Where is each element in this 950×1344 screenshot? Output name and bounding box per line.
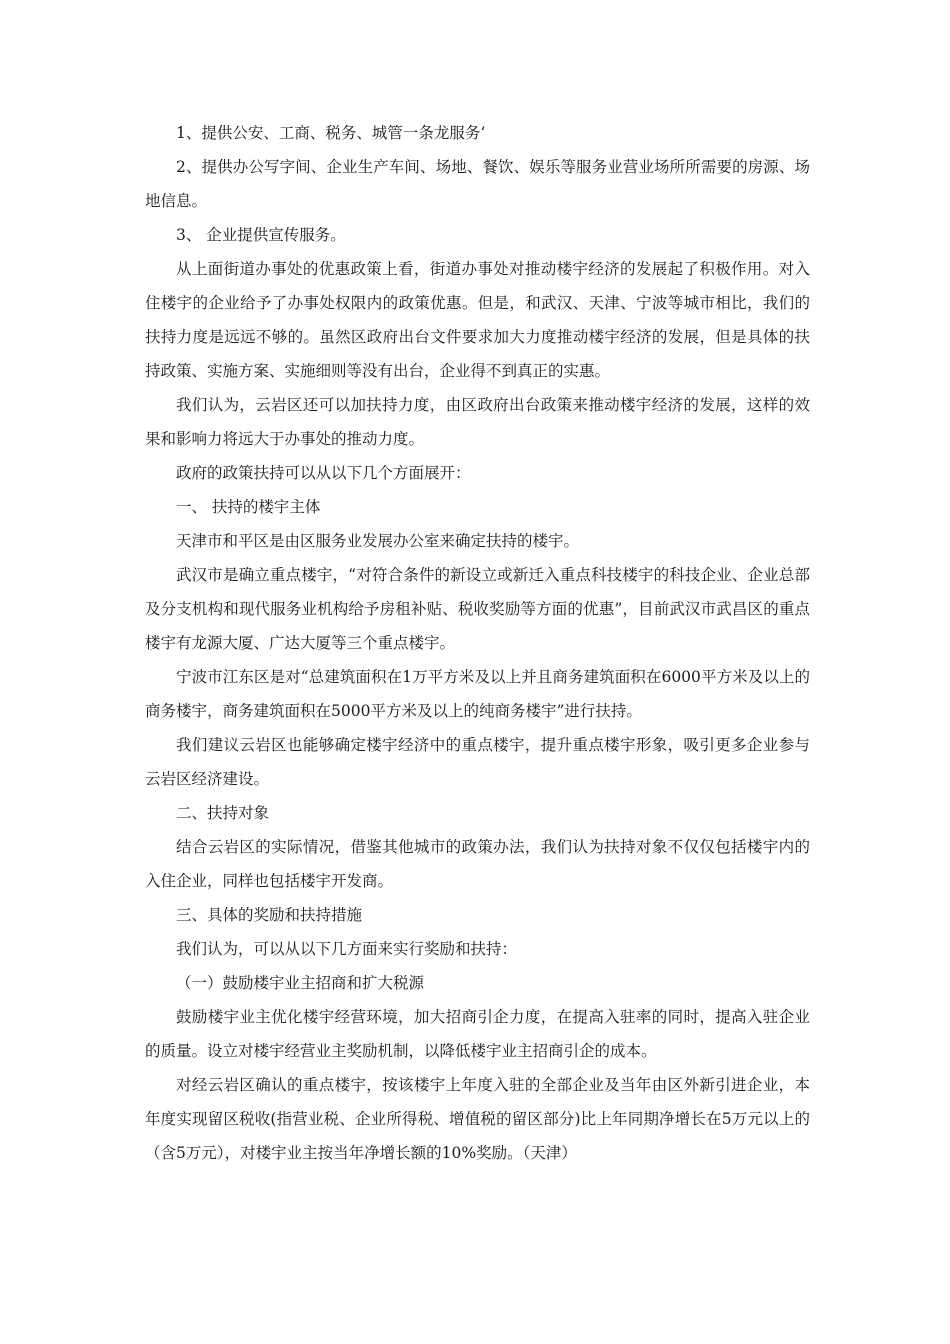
paragraph: 武汉市是确立重点楼宇，“对符合条件的新设立或新迁入重点科技楼宇的科技企业、企业总部及分支机构和现代服务业机构给予房租补贴、税收奖励等方面的优惠”，目前武汉市武昌区的重点楼宇有龙源大厦、广达大厦等三个重点楼宇。: [145, 566, 810, 652]
paragraph: 2、提供办公写字间、企业生产车间、场地、餐饮、娱乐等服务业营业场所所需要的房源、场地信息。: [145, 158, 810, 210]
paragraph: 宁波市江东区是对“总建筑面积在1万平方米及以上并且商务建筑面积在6000平方米及以上的商务楼宇，商务建筑面积在5000平方米及以上的纯商务楼宇”进行扶持。: [145, 668, 810, 720]
paragraph: 我们认为，云岩区还可以加扶持力度，由区政府出台政策来推动楼宇经济的发展，这样的效果和影响力将远大于办事处的推动力度。: [145, 396, 810, 448]
subsection-heading: （一）鼓励楼宇业主招商和扩大税源: [176, 974, 425, 992]
paragraph: 政府的政策扶持可以从以下几个方面展开：: [176, 464, 471, 482]
paragraph: 从上面街道办事处的优惠政策上看，街道办事处对推动楼宇经济的发展起了积极作用。对入住楼宇的企业给予了办事处权限内的政策优惠。但是，和武汉、天津、宁波等城市相比，我们的扶持力度是远远不够的。虽然区政府出台文件要求加大力度推动楼宇经济的发展，但是具体的扶持政策、实施方案、实施细则等没有出台，企业得不到真正的实惠。: [145, 260, 810, 380]
paragraph: 我们认为，可以从以下几方面来实行奖励和扶持：: [176, 940, 518, 958]
document-body: [145, 116, 810, 1170]
paragraph: 天津市和平区是由区服务业发展办公室来确定扶持的楼宇。: [176, 532, 580, 550]
paragraph: 3、 企业提供宣传服务。: [176, 226, 346, 244]
paragraph: 我们建议云岩区也能够确定楼宇经济中的重点楼宇，提升重点楼宇形象，吸引更多企业参与云岩区经济建设。: [145, 736, 810, 788]
paragraph: 1、提供公安、工商、税务、城管一条龙服务‘: [176, 124, 486, 142]
paragraph: 鼓励楼宇业主优化楼宇经营环境，加大招商引企力度，在提高入驻率的同时，提高入驻企业的质量。设立对楼宇经营业主奖励机制，以降低楼宇业主招商引企的成本。: [145, 1008, 810, 1060]
section-heading: 三、具体的奖励和扶持措施: [176, 906, 363, 924]
section-heading: 二、扶持对象: [176, 804, 270, 822]
paragraph: 对经云岩区确认的重点楼宇，按该楼宇上年度入驻的全部企业及当年由区外新引进企业，本年度实现留区税收(指营业税、企业所得税、增值税的留区部分)比上年同期净增长在5万元以上的（含5万元），对楼宇业主按当年净增长额的10%奖励。（天津）: [145, 1076, 810, 1162]
paragraph: 结合云岩区的实际情况，借鉴其他城市的政策办法，我们认为扶持对象不仅仅包括楼宇内的入住企业，同样也包括楼宇开发商。: [145, 838, 810, 890]
section-heading: 一、 扶持的楼宇主体: [176, 498, 321, 516]
